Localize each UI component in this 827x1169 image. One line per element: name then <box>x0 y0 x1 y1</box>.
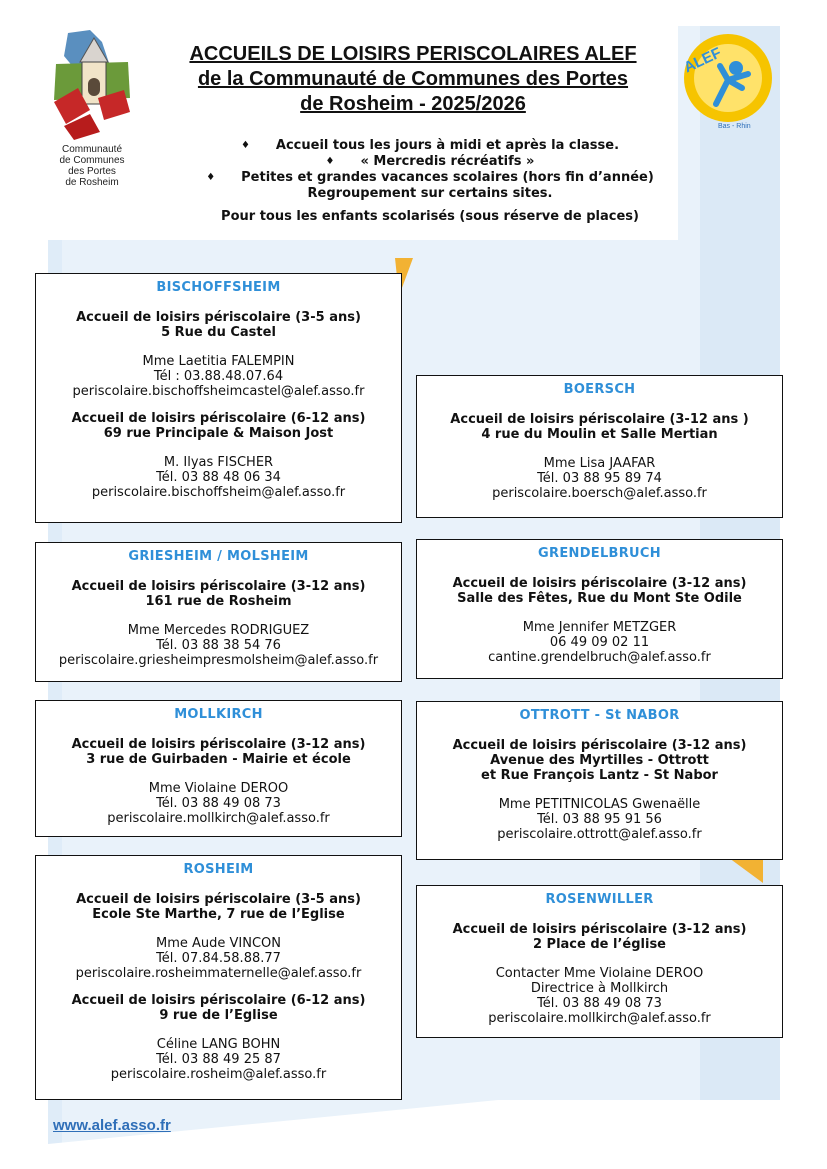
contact-phone: Tél. 03 88 49 08 73 <box>156 796 281 811</box>
contact-email: cantine.grendelbruch@alef.asso.fr <box>488 650 711 665</box>
accueil-address: 9 rue de l’Eglise <box>159 1008 278 1023</box>
bullet-item <box>150 138 710 154</box>
site-card-rosenwiller <box>416 885 783 1038</box>
accueil-heading <box>36 892 401 922</box>
contact-block <box>36 1037 401 1082</box>
accueil-address: 3 rue de Guirbaden - Mairie et école <box>86 752 351 767</box>
contact-email: periscolaire.ottrott@alef.asso.fr <box>497 827 702 842</box>
contact-email: periscolaire.mollkirch@alef.asso.fr <box>488 1011 711 1026</box>
intro-bullets <box>150 138 710 224</box>
accueil-address: et Rue François Lantz - St Nabor <box>481 768 718 783</box>
website-link[interactable]: www.alef.asso.fr <box>53 1117 171 1134</box>
alef-logo-region: Bas - Rhin <box>718 123 751 130</box>
town-name: OTTROTT - St NABOR <box>519 708 680 723</box>
contact-block <box>36 455 401 500</box>
bullet-text: « Mercredis récréatifs » <box>360 154 535 169</box>
contact-block <box>36 354 401 399</box>
contact-name: Contacter Mme Violaine DEROO <box>495 966 704 981</box>
logo-caption-line: Communauté <box>61 144 123 155</box>
bullet-item <box>150 154 710 170</box>
accueil-address: Ecole Ste Marthe, 7 rue de l’Eglise <box>92 907 345 922</box>
ccpr-logo-caption <box>50 144 134 188</box>
site-card-griesheim-molsheim <box>35 542 402 682</box>
accueil-heading <box>36 579 401 609</box>
bullet-text: Accueil tous les jours à midi et après la classe. <box>275 138 620 153</box>
alef-logo-text: ALEF <box>681 44 725 77</box>
town-name: BISCHOFFSHEIM <box>156 280 281 295</box>
contact-name: M. Ilyas FISCHER <box>163 455 274 470</box>
contact-phone: Tél. 03 88 49 25 87 <box>156 1052 281 1067</box>
accueil-heading <box>36 993 401 1023</box>
diamond-bullet-icon: ♦ <box>240 140 250 151</box>
contact-block <box>417 966 782 1026</box>
contact-phone: Tél. 03 88 49 08 73 <box>537 996 662 1011</box>
site-card-rosheim <box>35 855 402 1100</box>
town-name: ROSHEIM <box>183 862 254 877</box>
contact-block <box>36 781 401 826</box>
contact-name: Mme Jennifer METZGER <box>522 620 677 635</box>
town-name: GRIESHEIM / MOLSHEIM <box>128 549 309 564</box>
contact-phone: Tél : 03.88.48.07.64 <box>153 369 284 384</box>
accueil-address: 69 rue Principale & Maison Jost <box>103 426 334 441</box>
contact-block <box>36 623 401 668</box>
accueil-title: Accueil de loisirs périscolaire (3-12 ans ) <box>450 412 749 427</box>
contact-name: Mme Aude VINCON <box>155 936 281 951</box>
audience-note: Pour tous les enfants scolarisés (sous réserve de places) <box>221 209 639 224</box>
accueil-address: 2 Place de l’église <box>532 937 666 952</box>
title-line: de la Communauté de Communes des Portes <box>197 68 629 90</box>
contact-name: Mme Violaine DEROO <box>148 781 289 796</box>
contact-email: periscolaire.mollkirch@alef.asso.fr <box>107 811 330 826</box>
site-card-ottrott <box>416 701 783 860</box>
contact-email: periscolaire.rosheimmaternelle@alef.asso.fr <box>75 966 362 981</box>
contact-block <box>36 936 401 981</box>
contact-block <box>417 797 782 842</box>
site-card-grendelbruch <box>416 539 783 679</box>
title-line: ACCUEILS DE LOISIRS PERISCOLAIRES ALEF <box>189 43 637 65</box>
town-name: BOERSCH <box>563 382 636 397</box>
accueil-title: Accueil de loisirs périscolaire (3-12 ans) <box>71 579 366 594</box>
contact-email: periscolaire.boersch@alef.asso.fr <box>492 486 707 501</box>
diamond-bullet-icon: ♦ <box>325 156 335 167</box>
accueil-title: Accueil de loisirs périscolaire (3-12 ans) <box>452 922 747 937</box>
title-line: de Rosheim - 2025/2026 <box>300 93 526 115</box>
accueil-title: Accueil de loisirs périscolaire (3-5 ans) <box>76 310 361 325</box>
accueil-title: Accueil de loisirs périscolaire (3-12 ans) <box>452 738 747 753</box>
contact-block <box>417 620 782 665</box>
accueil-title: Accueil de loisirs périscolaire (3-5 ans) <box>76 892 361 907</box>
contact-role: Directrice à Mollkirch <box>530 981 669 996</box>
contact-name: Mme PETITNICOLAS Gwenaëlle <box>498 797 701 812</box>
contact-email: periscolaire.rosheim@alef.asso.fr <box>110 1067 327 1082</box>
accueil-heading <box>36 737 401 767</box>
site-card-mollkirch <box>35 700 402 837</box>
contact-phone: Tél. 03 88 95 89 74 <box>537 471 662 486</box>
bullet-text: Petites et grandes vacances scolaires (hors fin d’année) <box>241 170 654 185</box>
accueil-address: 161 rue de Rosheim <box>145 594 292 609</box>
logo-caption-line: de Rosheim <box>65 177 119 188</box>
alef-logo <box>676 28 780 132</box>
accueil-heading <box>417 412 782 442</box>
contact-name: Céline LANG BOHN <box>156 1037 281 1052</box>
accueil-heading <box>417 922 782 952</box>
contact-email: periscolaire.bischoffsheimcastel@alef.asso.fr <box>72 384 365 399</box>
contact-email: periscolaire.griesheimpresmolsheim@alef.asso.fr <box>58 653 379 668</box>
site-card-boersch <box>416 375 783 518</box>
accueil-title: Accueil de loisirs périscolaire (3-12 ans) <box>71 737 366 752</box>
contact-name: Mme Laetitia FALEMPIN <box>142 354 295 369</box>
town-name: GRENDELBRUCH <box>538 546 661 561</box>
contact-phone: Tél. 03 88 48 06 34 <box>156 470 281 485</box>
contact-name: Mme Mercedes RODRIGUEZ <box>127 623 310 638</box>
accueil-title: Accueil de loisirs périscolaire (3-12 ans) <box>452 576 747 591</box>
logo-caption-line: des Portes <box>68 166 116 177</box>
bullet-note: Regroupement sur certains sites. <box>307 186 553 201</box>
ccpr-logo <box>50 28 132 148</box>
page-title <box>158 42 668 117</box>
accueil-title: Accueil de loisirs périscolaire (6-12 ans) <box>71 411 366 426</box>
contact-phone: Tél. 03 88 38 54 76 <box>156 638 281 653</box>
logo-caption-line: de Communes <box>59 155 125 166</box>
contact-phone: 06 49 09 02 11 <box>549 635 650 650</box>
accueil-address: 4 rue du Moulin et Salle Mertian <box>481 427 718 442</box>
diamond-bullet-icon: ♦ <box>206 172 216 183</box>
contact-phone: Tél. 07.84.58.88.77 <box>156 951 281 966</box>
accueil-address: Avenue des Myrtilles - Ottrott <box>490 753 709 768</box>
accueil-heading <box>36 411 401 441</box>
bullet-item <box>150 170 710 186</box>
contact-email: periscolaire.bischoffsheim@alef.asso.fr <box>91 485 346 500</box>
town-name: MOLLKIRCH <box>174 707 263 722</box>
accueil-heading <box>417 576 782 606</box>
accueil-heading <box>36 310 401 340</box>
contact-block <box>417 456 782 501</box>
accueil-title: Accueil de loisirs périscolaire (6-12 ans) <box>71 993 366 1008</box>
site-card-bischoffsheim <box>35 273 402 523</box>
accueil-heading <box>417 738 782 783</box>
accueil-address: Salle des Fêtes, Rue du Mont Ste Odile <box>457 591 742 606</box>
accueil-address: 5 Rue du Castel <box>161 325 276 340</box>
contact-phone: Tél. 03 88 95 91 56 <box>537 812 662 827</box>
contact-name: Mme Lisa JAAFAR <box>543 456 656 471</box>
town-name: ROSENWILLER <box>545 892 654 907</box>
